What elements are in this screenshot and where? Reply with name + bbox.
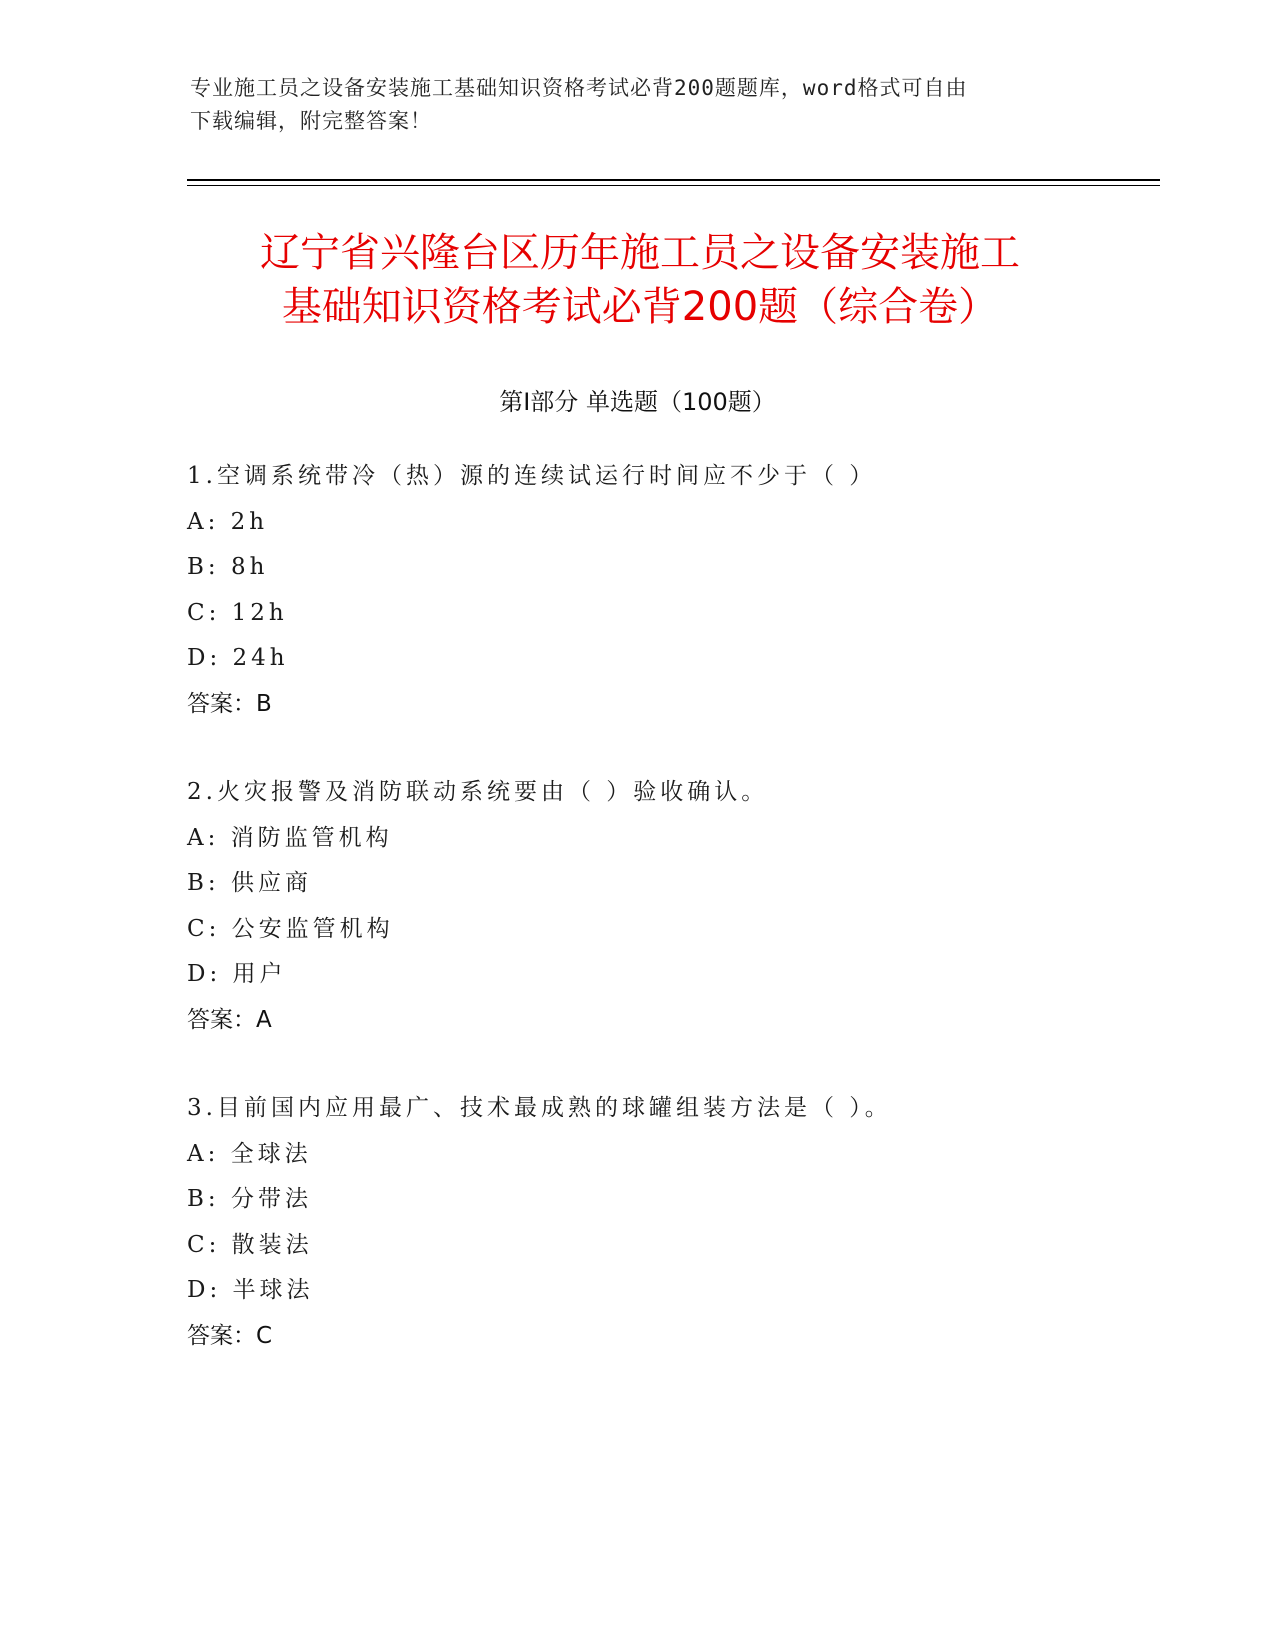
header-note <box>190 72 1090 138</box>
document-title <box>190 226 1090 334</box>
option-d: D: 24h <box>187 645 289 671</box>
header-note-line: 下载编辑，附完整答案！ <box>190 109 432 133</box>
option-c: C: 散装法 <box>187 1231 313 1258</box>
header-note-line: 专业施工员之设备安装施工基础知识资格考试必背200题题库，word格式可自由 <box>190 76 968 100</box>
header-divider-thin <box>187 185 1160 186</box>
answer-line: 答案：A <box>187 1006 272 1033</box>
option-d: D: 用户 <box>187 961 287 987</box>
option-a: A: 2h <box>187 508 269 535</box>
document-title-line: 辽宁省兴隆台区历年施工员之设备安装施工 <box>260 230 1020 276</box>
answer-line: 答案：C <box>187 1322 273 1349</box>
section-title: 第Ⅰ部分 单选题（100题） <box>499 388 776 416</box>
option-a: A: 消防监管机构 <box>187 824 393 851</box>
option-a: A: 全球法 <box>187 1140 312 1167</box>
option-b: B: 8h <box>187 554 269 580</box>
header-divider-thick <box>187 179 1160 181</box>
question-stem: 1.空调系统带冷（热）源的连续试运行时间应不少于（ ） <box>187 463 877 489</box>
answer-line: 答案：B <box>187 690 272 717</box>
document-title-line: 基础知识资格考试必背200题（综合卷） <box>281 284 999 330</box>
question-block <box>187 1086 1147 1359</box>
option-b: B: 供应商 <box>187 870 312 896</box>
question-block <box>187 770 1147 1043</box>
option-d: D: 半球法 <box>187 1277 314 1303</box>
option-c: C: 公安监管机构 <box>187 915 394 942</box>
question-stem: 3.目前国内应用最广、技术最成熟的球罐组装方法是（ ）。 <box>187 1095 892 1121</box>
option-c: C: 12h <box>187 599 288 626</box>
question-stem: 2.火灾报警及消防联动系统要由（ ）验收确认。 <box>187 779 769 805</box>
option-b: B: 分带法 <box>187 1186 312 1212</box>
question-block <box>187 454 1147 727</box>
